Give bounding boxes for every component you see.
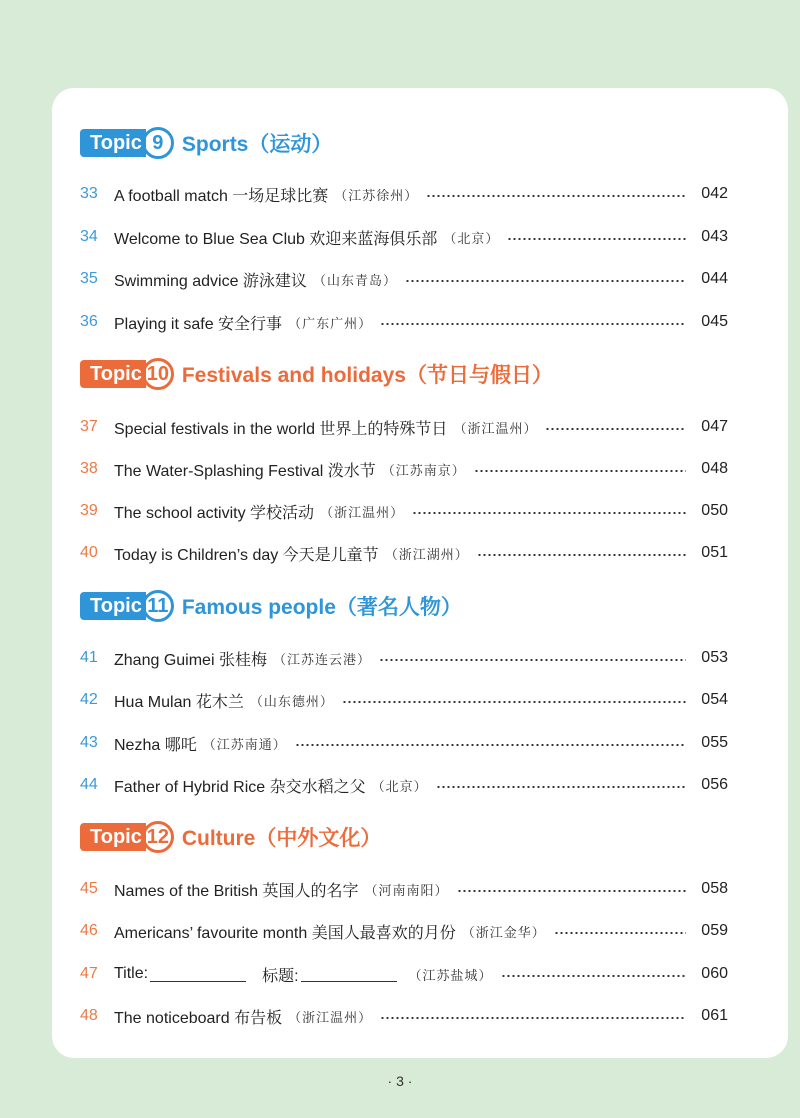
entry-location: （江苏南京） xyxy=(381,462,466,478)
entry-title: The Water-Splashing Festival 泼水节 xyxy=(114,462,376,480)
dot-leader xyxy=(412,512,686,514)
entry-location: （山东青岛） xyxy=(312,272,397,288)
entry-location: （河南南阳） xyxy=(364,882,449,898)
entry-number: 33 xyxy=(80,185,98,202)
entry-location: （北京） xyxy=(371,778,428,794)
entry-number: 48 xyxy=(80,1007,98,1024)
entry-page: 055 xyxy=(701,734,728,751)
entry-page: 054 xyxy=(701,691,728,708)
entry-title-en: Title: xyxy=(114,965,149,982)
entry-page: 047 xyxy=(701,418,728,435)
entry-page: 051 xyxy=(701,544,728,561)
dot-leader xyxy=(436,786,686,788)
entry-title: Special festivals in the world 世界上的特殊节日 xyxy=(114,420,448,438)
entry-page: 045 xyxy=(701,313,728,330)
entry-number: 44 xyxy=(80,776,98,793)
toc-entry[interactable] xyxy=(80,309,728,335)
toc-entry[interactable] xyxy=(80,224,728,250)
toc-entry[interactable] xyxy=(80,540,728,566)
topic-title: Culture（中外文化） xyxy=(181,827,382,850)
title-blank-zh xyxy=(301,967,397,982)
entry-title: Americans’ favourite month 美国人最喜欢的月份 xyxy=(114,924,456,942)
entry-number: 34 xyxy=(80,228,98,245)
topic-tag: Topic xyxy=(80,592,146,620)
dot-leader xyxy=(380,1017,686,1019)
entry-number: 35 xyxy=(80,270,98,287)
entry-title: Hua Mulan 花木兰 xyxy=(114,693,244,711)
entry-location: （浙江温州） xyxy=(453,420,538,436)
entry-location: （山东德州） xyxy=(249,693,334,709)
entry-location: （江苏南通） xyxy=(202,736,287,752)
entry-title-zh: 标题: xyxy=(262,967,299,985)
dot-leader xyxy=(426,195,686,197)
topic-title: Famous people（著名人物） xyxy=(181,596,462,619)
entry-location: （江苏连云港） xyxy=(272,651,371,667)
entry-number: 45 xyxy=(80,880,98,897)
toc-entry[interactable] xyxy=(80,918,728,944)
entry-title: Today is Children’s day 今天是儿童节 xyxy=(114,546,379,564)
entry-number: 46 xyxy=(80,922,98,939)
toc-entry[interactable] xyxy=(80,414,728,440)
entry-page: 050 xyxy=(701,502,728,519)
entry-title: The school activity 学校活动 xyxy=(114,504,315,522)
entry-page: 048 xyxy=(701,460,728,477)
entry-title: The noticeboard 布告板 xyxy=(114,1009,283,1027)
toc-entry[interactable] xyxy=(80,456,728,482)
entry-number: 39 xyxy=(80,502,98,519)
topic-12-header xyxy=(80,822,381,852)
toc-entry[interactable] xyxy=(80,181,728,207)
dot-leader xyxy=(501,975,686,977)
entry-location: （浙江湖州） xyxy=(384,546,469,562)
dot-leader xyxy=(507,238,686,240)
entry-page: 043 xyxy=(701,228,728,245)
entry-number: 43 xyxy=(80,734,98,751)
entry-location: （广东广州） xyxy=(288,315,373,331)
toc-entry[interactable] xyxy=(80,498,728,524)
topic-number: 9 xyxy=(142,127,174,159)
title-blank-en xyxy=(150,967,246,982)
toc-entry[interactable] xyxy=(80,772,728,798)
dot-leader xyxy=(477,554,686,556)
entry-number: 47 xyxy=(80,965,98,982)
dot-leader xyxy=(379,659,686,661)
dot-leader xyxy=(545,428,686,430)
toc-entry[interactable] xyxy=(80,645,728,671)
dot-leader xyxy=(405,280,686,282)
topic-title: Festivals and holidays（节日与假日） xyxy=(181,364,553,387)
page-number: · 3 · xyxy=(387,1073,413,1089)
entry-title: Playing it safe 安全行事 xyxy=(114,315,283,333)
entry-page: 060 xyxy=(701,965,728,982)
entry-number: 40 xyxy=(80,544,98,561)
entry-page: 056 xyxy=(701,776,728,793)
entry-title: Nezha 哪吒 xyxy=(114,736,197,754)
entry-page: 044 xyxy=(701,270,728,287)
toc-entry[interactable] xyxy=(80,266,728,292)
entry-page: 042 xyxy=(701,185,728,202)
topic-11-header xyxy=(80,591,462,621)
dot-leader xyxy=(457,890,686,892)
topic-title: Sports（运动） xyxy=(181,133,333,156)
entry-page: 061 xyxy=(701,1007,728,1024)
dot-leader xyxy=(342,701,686,703)
entry-number: 42 xyxy=(80,691,98,708)
toc-entry[interactable] xyxy=(80,876,728,902)
topic-tag: Topic xyxy=(80,823,146,851)
entry-location: （江苏徐州） xyxy=(334,187,419,203)
entry-page: 053 xyxy=(701,649,728,666)
topic-10-header xyxy=(80,359,553,389)
toc-entry[interactable] xyxy=(80,1003,728,1029)
entry-location: （北京） xyxy=(443,230,500,246)
entry-number: 38 xyxy=(80,460,98,477)
entry-location: （浙江温州） xyxy=(320,504,405,520)
entry-title: Welcome to Blue Sea Club 欢迎来蓝海俱乐部 xyxy=(114,230,438,248)
dot-leader xyxy=(554,932,686,934)
dot-leader xyxy=(380,323,686,325)
entry-number: 37 xyxy=(80,418,98,435)
entry-page: 058 xyxy=(701,880,728,897)
topic-number: 11 xyxy=(142,590,174,622)
toc-entry[interactable] xyxy=(80,730,728,756)
topic-number: 12 xyxy=(142,821,174,853)
entry-title: A football match 一场足球比赛 xyxy=(114,187,329,205)
dot-leader xyxy=(295,744,686,746)
dot-leader xyxy=(474,470,686,472)
toc-entry[interactable] xyxy=(80,687,728,713)
topic-9-header xyxy=(80,128,332,158)
entry-title: Names of the British 英国人的名字 xyxy=(114,882,359,900)
toc-entry[interactable] xyxy=(80,961,728,987)
entry-page: 059 xyxy=(701,922,728,939)
entry-number: 41 xyxy=(80,649,98,666)
entry-title: Swimming advice 游泳建议 xyxy=(114,272,307,290)
entry-title: Zhang Guimei 张桂梅 xyxy=(114,651,267,669)
entry-location: （浙江金华） xyxy=(461,924,546,940)
entry-number: 36 xyxy=(80,313,98,330)
entry-location: （浙江温州） xyxy=(288,1009,373,1025)
topic-number: 10 xyxy=(142,358,174,390)
topic-tag: Topic xyxy=(80,360,146,388)
entry-location: （江苏盐城） xyxy=(408,967,493,983)
topic-tag: Topic xyxy=(80,129,146,157)
entry-title: Father of Hybrid Rice 杂交水稻之父 xyxy=(114,778,366,796)
